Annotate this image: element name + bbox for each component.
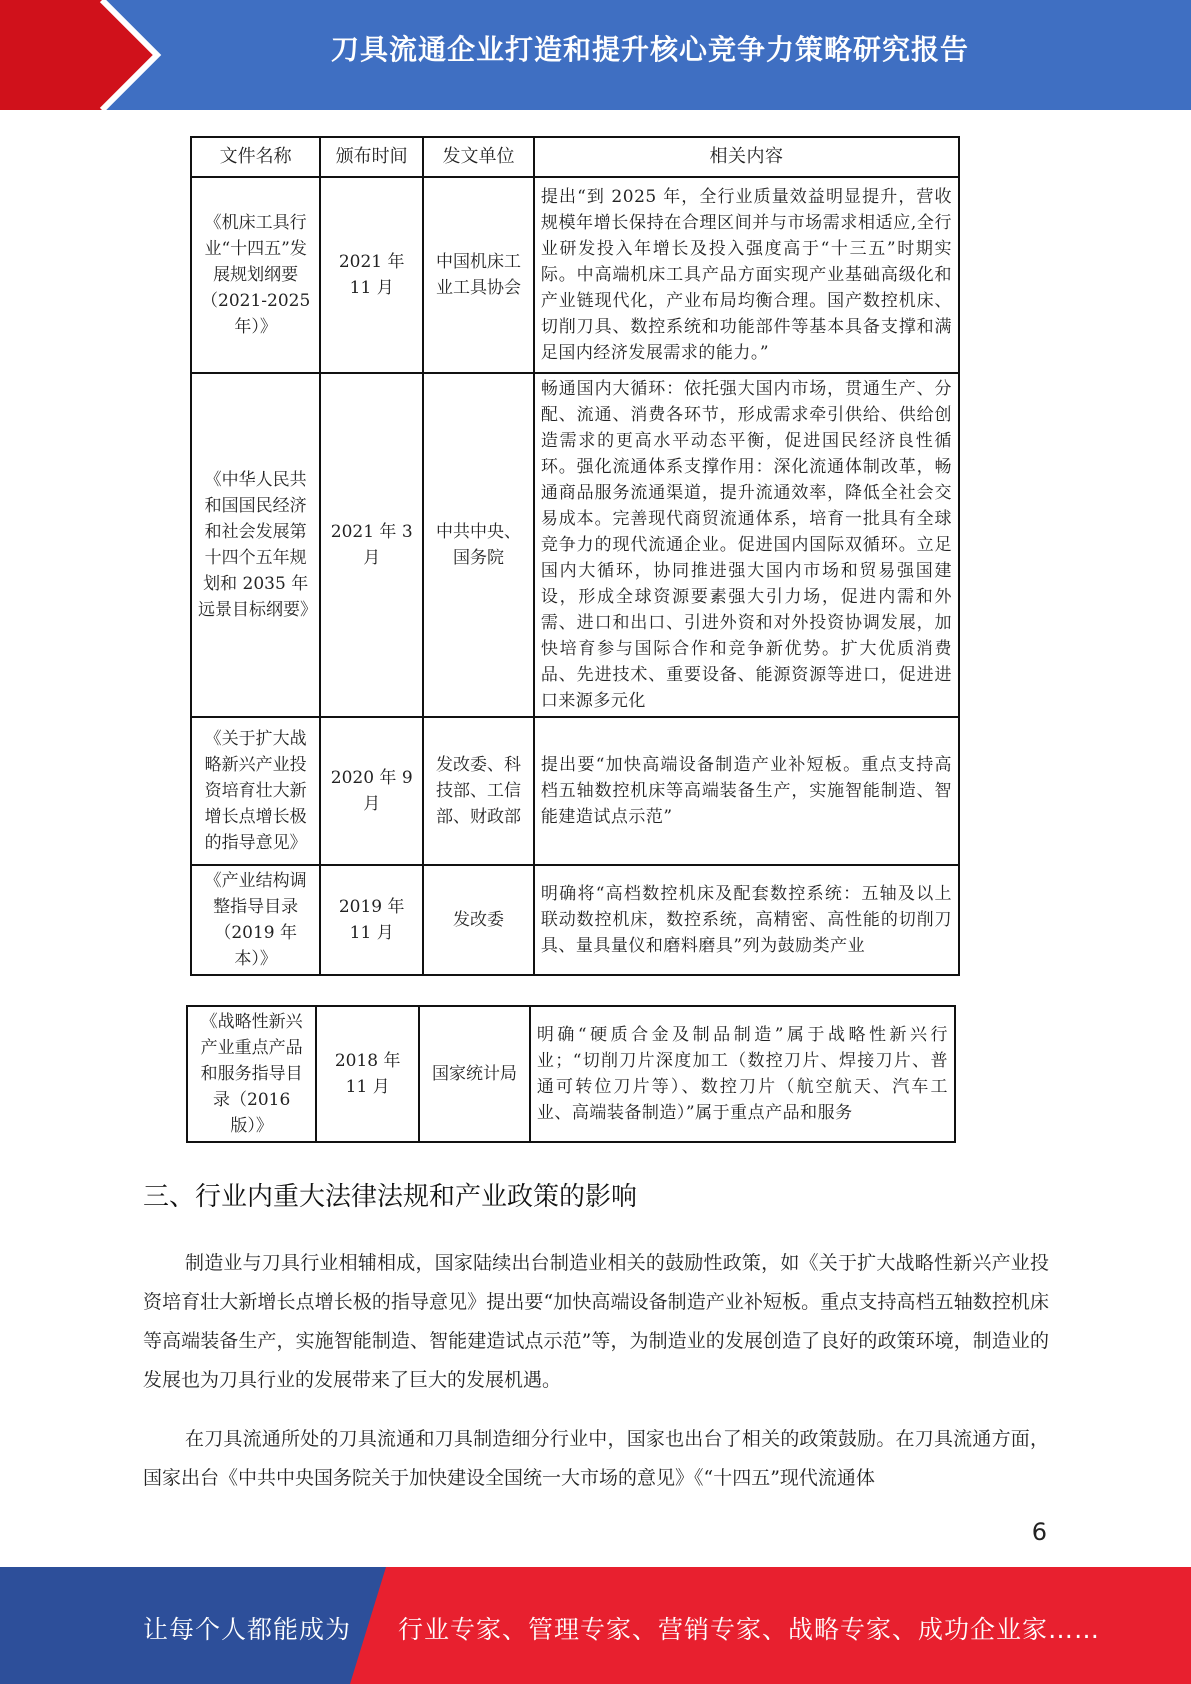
cell-issuer: 发改委 (423, 865, 534, 975)
policy-table-continued (186, 1005, 956, 1143)
footer-slogan-right: 行业专家、管理专家、营销专家、战略专家、成功企业家…… (398, 1615, 1101, 1644)
cell-issuer: 中共中央、国务院 (423, 373, 534, 717)
cell-issuer: 发改委、科技部、工信部、财政部 (423, 717, 534, 865)
header-cell-date: 颁布时间 (320, 137, 423, 177)
cell-content: 明确“硬质合金及制品制造”属于战略性新兴行业；“切削刀片深度加工（数控刀片、焊接刀片、普通可转位刀片等）、数控刀片（航空航天、汽车工业、高端装备制造）”属于重点产品和服务 (530, 1006, 955, 1142)
table-header-row (191, 137, 959, 177)
page-footer (0, 1567, 1191, 1684)
policy-table (190, 136, 960, 976)
table-row (187, 1006, 955, 1142)
page-number: 6 (1031, 1518, 1047, 1546)
table-row (191, 177, 959, 373)
cell-doc-name: 《关于扩大战略新兴产业投资培育壮大新增长点增长极的指导意见》 (191, 717, 320, 865)
table-row (191, 373, 959, 717)
cell-date: 2018 年 11 月 (316, 1006, 419, 1142)
report-title: 刀具流通企业打造和提升核心竞争力策略研究报告 (330, 33, 969, 66)
page-header (0, 0, 1191, 110)
cell-content: 提出“到 2025 年，全行业质量效益明显提升，营收规模年增长保持在合理区间并与市场需求相适应,全行业研发投入年增长及投入强度高于“十三五”时期实际。中高端机床工具产品方面实现产业基础高级化和产业链现代化，产业布局均衡合理。国产数控机床、切削刀具、数控系统和功能部件等基本具备支撑和满足国内经济发展需求的能力。” (534, 177, 959, 373)
cell-date: 2021 年 11 月 (320, 177, 423, 373)
header-cell-name: 文件名称 (191, 137, 320, 177)
table-row (191, 717, 959, 865)
cell-content: 明确将“高档数控机床及配套数控系统：五轴及以上联动数控机床，数控系统，高精密、高性能的切削刀具、量具量仪和磨料磨具”列为鼓励类产业 (534, 865, 959, 975)
footer-slogan-left: 让每个人都能成为 (143, 1615, 352, 1644)
cell-date: 2019 年 11 月 (320, 865, 423, 975)
cell-content: 提出要“加快高端设备制造产业补短板。重点支持高档五轴数控机床等高端装备生产，实施智能制造、智能建造试点示范” (534, 717, 959, 865)
header-chevron-icon (62, 0, 222, 110)
cell-doc-name: 《机床工具行业“十四五”发展规划纲要（2021-2025年）》 (191, 177, 320, 373)
cell-doc-name: 《战略性新兴产业重点产品和服务指导目录（2016 版）》 (187, 1006, 316, 1142)
body-paragraph: 在刀具流通所处的刀具流通和刀具制造细分行业中，国家也出台了相关的政策鼓励。在刀具流通方面，国家出台《中共中央国务院关于加快建设全国统一大市场的意见》《“十四五”现代流通体 (143, 1428, 1049, 1489)
body-paragraph: 制造业与刀具行业相辅相成，国家陆续出台制造业相关的鼓励性政策，如《关于扩大战略性新兴产业投资培育壮大新增长点增长极的指导意见》提出要“加快高端设备制造产业补短板。重点支持高档五轴数控机床等高端装备生产，实施智能制造、智能建造试点示范”等，为制造业的发展创造了良好的政策环境，制造业的发展也为刀具行业的发展带来了巨大的发展机遇。 (143, 1252, 1049, 1391)
section-heading: 三、行业内重大法律法规和产业政策的影响 (143, 1182, 638, 1212)
header-red-block (0, 0, 70, 110)
cell-issuer: 中国机床工业工具协会 (423, 177, 534, 373)
cell-issuer: 国家统计局 (419, 1006, 530, 1142)
cell-content: 畅通国内大循环：依托强大国内市场，贯通生产、分配、流通、消费各环节，形成需求牵引供给、供给创造需求的更高水平动态平衡，促进国民经济良性循环。强化流通体系支撑作用：深化流通体制改革，畅通商品服务流通渠道，提升流通效率，降低全社会交易成本。完善现代商贸流通体系，培育一批具有全球竞争力的现代流通企业。促进国内国际双循环。立足国内大循环，协同推进强大国内市场和贸易强国建设，形成全球资源要素强大引力场，促进内需和外需、进口和出口、引进外资和对外投资协调发展，加快培育参与国际合作和竞争新优势。扩大优质消费品、先进技术、重要设备、能源资源等进口，促进进口来源多元化 (534, 373, 959, 717)
header-cell-issuer: 发文单位 (423, 137, 534, 177)
cell-doc-name: 《中华人民共和国国民经济和社会发展第十四个五年规划和 2035 年远景目标纲要》 (191, 373, 320, 717)
cell-doc-name: 《产业结构调整指导目录（2019 年本）》 (191, 865, 320, 975)
header-cell-content: 相关内容 (534, 137, 959, 177)
table-row (191, 865, 959, 975)
cell-date: 2021 年 3 月 (320, 373, 423, 717)
cell-date: 2020 年 9 月 (320, 717, 423, 865)
